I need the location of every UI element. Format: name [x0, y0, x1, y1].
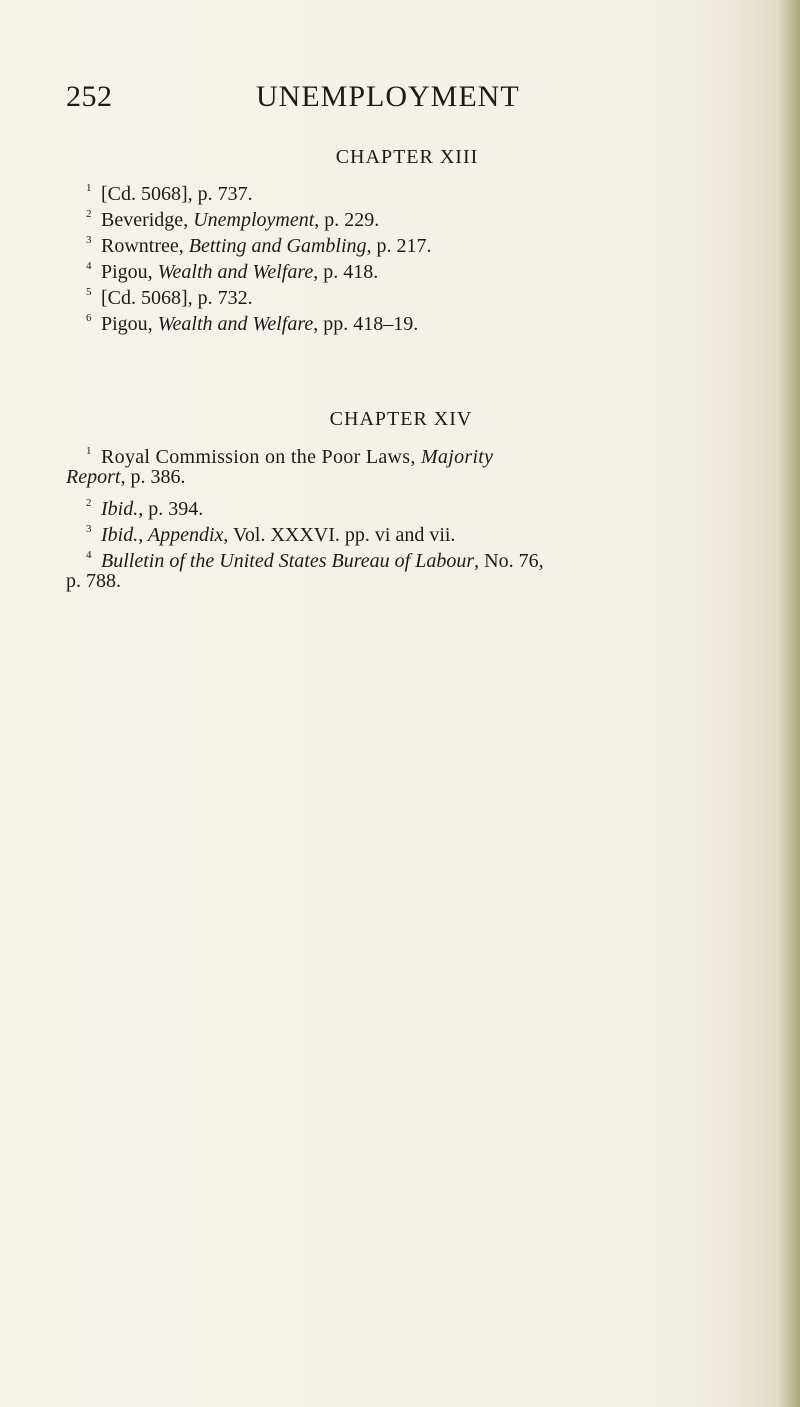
note-text: Pigou, — [101, 261, 158, 283]
note-italic-title: Report — [66, 466, 121, 488]
note-number: 2 — [86, 497, 92, 509]
note-text: Pigou, — [101, 313, 158, 335]
page-edge-shadow — [778, 0, 800, 1407]
note-page: , Vol. XXXVI. pp. vi and vii. — [223, 524, 456, 546]
note-number: 2 — [86, 208, 92, 220]
note-italic-title: Bulletin of the United States Bureau of Labour — [101, 550, 475, 572]
note-page: , p. 217. — [366, 235, 432, 257]
chapter-13-note-1 — [86, 177, 253, 206]
note-page: , p. 418. — [313, 261, 379, 283]
note-number: 1 — [86, 445, 92, 457]
note-number: 3 — [86, 523, 92, 535]
chapter-14-note-4 — [86, 544, 544, 573]
note-page: , No. 76, — [474, 550, 544, 572]
note-number: 1 — [86, 182, 92, 194]
chapter-13-note-5 — [86, 281, 253, 310]
note-number: 6 — [86, 312, 92, 324]
note-italic-title: Ibid. — [101, 498, 139, 520]
note-italic-title: Majority — [420, 446, 494, 468]
running-head: UNEMPLOYMENT — [256, 80, 520, 113]
chapter-14-note-1-continuation — [66, 466, 185, 489]
chapter-13-note-3 — [86, 229, 432, 258]
note-text: Royal Commission on the Poor Laws, — [101, 446, 421, 468]
note-number: 5 — [86, 286, 92, 298]
note-italic-title: Unemployment — [193, 209, 315, 231]
note-text: Rowntree, — [101, 235, 189, 257]
page-header — [66, 82, 566, 124]
note-italic-title: Wealth and Welfare — [157, 313, 314, 335]
note-number: 4 — [86, 549, 92, 561]
chapter-14-note-4-continuation: p. 788. — [66, 570, 121, 592]
note-page: , p. 229. — [314, 209, 380, 231]
note-page: , p. 386. — [120, 466, 186, 488]
note-text: Beveridge, — [101, 209, 194, 231]
note-text: [Cd. 5068], p. 732. — [101, 287, 253, 309]
chapter-14-note-2 — [86, 492, 203, 521]
chapter-13-title: CHAPTER XIII — [335, 146, 479, 168]
note-italic-title: Wealth and Welfare — [157, 261, 314, 283]
note-page: , pp. 418–19. — [313, 313, 419, 335]
note-italic-title: Ibid., Appendix — [101, 524, 224, 546]
chapter-13-note-2 — [86, 203, 379, 232]
chapter-14-title: CHAPTER XIV — [329, 408, 473, 430]
note-number: 4 — [86, 260, 92, 272]
chapter-14-note-3 — [86, 518, 455, 547]
chapter-13-note-6 — [86, 307, 418, 336]
note-italic-title: Betting and Gambling — [188, 235, 367, 257]
note-page: , p. 394. — [138, 498, 204, 520]
chapter-13-note-4 — [86, 255, 378, 284]
page-number: 252 — [66, 80, 113, 113]
note-number: 3 — [86, 234, 92, 246]
note-text: [Cd. 5068], p. 737. — [101, 183, 253, 205]
chapter-14-note-1 — [86, 440, 493, 469]
